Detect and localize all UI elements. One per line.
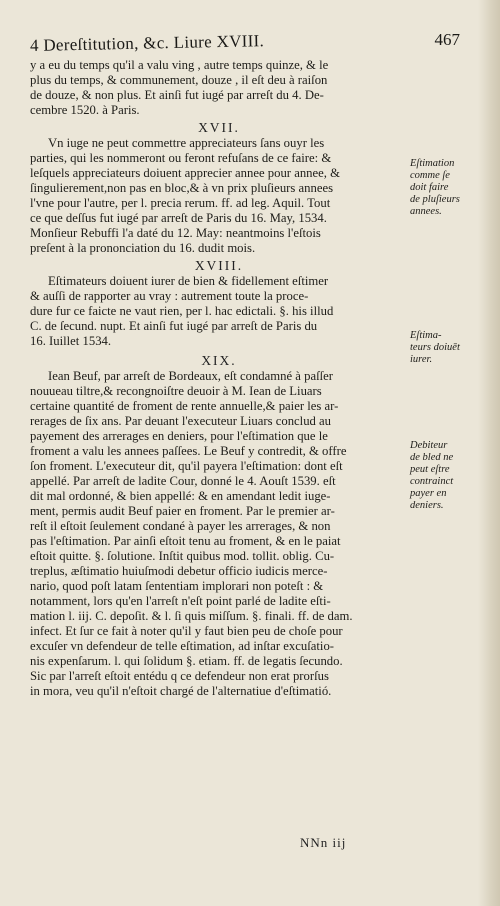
text-line: nis expenſarum. l. qui ſolidum §. etiam. ff. de legatis ſecundo. <box>30 654 343 668</box>
text-line: cembre 1520. à Paris. <box>30 103 140 117</box>
text-line: reſt il eſtoit ſeulement condané à payer les arrerages, & non <box>30 519 331 533</box>
main-text <box>30 58 408 699</box>
text-line: ſon froment. L'executeur dit, qu'il payera l'eſtimation: dont eſt <box>30 459 343 473</box>
margin-note-line: iurer. <box>410 354 433 365</box>
text-line: dure fur ce faicte ne vaut rien, per l. hac edictali. §. his illud <box>30 304 334 318</box>
text-line: Iean Beuf, par arreſt de Bordeaux, eſt condamné à paſſer <box>48 369 333 383</box>
text-line: Vn iuge ne peut commettre appreciateurs ſans ouyr les <box>48 136 325 150</box>
text-line: leſquels appreciateurs doiuent apprecier annee pour annee, & <box>30 166 340 180</box>
margin-note-debiteur <box>410 440 488 512</box>
margin-note-estimation <box>410 158 488 218</box>
page-header <box>30 30 470 60</box>
text-line: parties, qui les nommeront ou feront refuſans de ce faire: & <box>30 151 332 165</box>
signature-mark: NNn iij <box>300 835 347 850</box>
text-line: pas l'eſtimation. Par ainſi eſtoit tenu au froment, & en le paiat <box>30 534 341 548</box>
text-line: Sic par l'arreſt eſtoit entédu q ce defendeur non erat prorſus <box>30 669 329 683</box>
section-number-xix: XIX. <box>201 353 237 368</box>
text-line: payement des arrerages en deniers, pour l'eſtimation que le <box>30 429 328 443</box>
text-line: mation l. iij. C. depoſit. & l. ſi quis miſſum. §. finali. ff. de dam. <box>30 609 353 623</box>
margin-note-line: payer en <box>410 488 447 499</box>
margin-note-line: de pluſieurs <box>410 194 460 205</box>
text-line: certaine quantité de froment de rente annuelle,& paier les ar- <box>30 399 339 413</box>
section-xvii-paragraph <box>30 136 408 256</box>
text-line: rerages de ſix ans. Par deuant l'executeur Liuars conclud au <box>30 414 332 428</box>
margin-note-line: doit faire <box>410 182 449 193</box>
text-line: appellé. Par arreſt de ladite Cour, donné le 4. Aouſt 1539. eſt <box>30 474 336 488</box>
text-line: Monſieur Rebuffi l'a daté du 12. May: neantmoins l'eſtois <box>30 226 321 240</box>
text-line: dit mal ordonné, & bien appellé: & en amendant ledit iuge- <box>30 489 331 503</box>
margin-note-line: comme ſe <box>410 170 450 181</box>
text-line: ment, permis audit Beuf paier en froment. Par le premier ar- <box>30 504 335 518</box>
margin-note-estimateurs <box>410 330 488 366</box>
text-line: eſtoit quitte. §. ſolutione. Inſtit quibus mod. tollit. oblig. Cu- <box>30 549 335 563</box>
text-line: C. de ſecund. nupt. Et ainſi fut iugé par arreſt de Paris du <box>30 319 318 333</box>
text-line: de douze, & non plus. Et ainſi fut iugé par arreſt du 4. De- <box>30 88 324 102</box>
text-line: nario, quod poſt latam ſententiam implorari non poteſt : & <box>30 579 324 593</box>
continuation-paragraph <box>30 58 408 118</box>
margin-note-line: contrainct <box>410 476 454 487</box>
margin-note-line: Eſtimation <box>410 158 455 169</box>
margin-note-line: annees. <box>410 206 442 217</box>
text-line: infect. Et ſur ce fait à noter qu'il y faut bien peu de choſe pour <box>30 624 343 638</box>
text-line: plus du temps, & communement, douze , il eſt deu à raiſon <box>30 73 328 87</box>
text-line: ſingulierement,non pas en bloc,& à vn prix pluſieurs annees <box>30 181 334 195</box>
page-number: 467 <box>434 30 460 49</box>
margin-note-line: deniers. <box>410 500 444 511</box>
margin-note-line: Eſtima- <box>410 330 442 341</box>
text-line: l'vne pour l'autre, per l. precia rerum. ff. ad leg. Aquil. Tout <box>30 196 331 210</box>
text-line: Eſtimateurs doiuent iurer de bien & fidellement eſtimer <box>48 274 329 288</box>
section-number-xviii: XVIII. <box>194 258 244 273</box>
text-line: preſent à la prononciation du 16. dudit mois. <box>30 241 256 255</box>
text-line: excuſer vn defendeur de telle eſtimation, ad inſtar excuſatio- <box>30 639 335 653</box>
margin-note-line: Debiteur <box>410 440 448 451</box>
margin-note-line: teurs doiuēt <box>410 342 460 353</box>
text-line: notamment, lors qu'en l'arreſt n'eſt point parlé de ladite eſti- <box>30 594 331 608</box>
text-line: froment a valu les annees paſſees. Le Beuf y contredit, & offre <box>30 444 347 458</box>
margin-note-line: peut eſtre <box>410 464 450 475</box>
text-line: & auſſi de rapporter au vray : autrement toute la proce- <box>30 289 309 303</box>
text-line: in mora, veu qu'il n'eſtoit chargé de l'alternatiue d'eſtimatió. <box>30 684 332 698</box>
section-number-xvii: XVII. <box>198 120 240 135</box>
running-head: 4 Dereſtitution, &c. Liure XVIII. <box>29 31 265 55</box>
text-line: nouueau tiltre,& recongnoiſtre deuoir à M. Iean de Liuars <box>30 384 322 398</box>
margin-note-line: de bled ne <box>410 452 454 463</box>
text-line: 16. Iuillet 1534. <box>30 334 112 348</box>
section-xix-paragraph <box>30 369 408 699</box>
section-xviii-paragraph <box>30 274 408 349</box>
text-line: treplus, æſtimatio huiuſmodi debetur officio iudicis merce- <box>30 564 328 578</box>
text-line: y a eu du temps qu'il a valu ving , autre temps quinze, & le <box>30 58 329 72</box>
text-line: ce que deſſus fut iugé par arreſt de Paris du 16. May, 1534. <box>30 211 327 225</box>
